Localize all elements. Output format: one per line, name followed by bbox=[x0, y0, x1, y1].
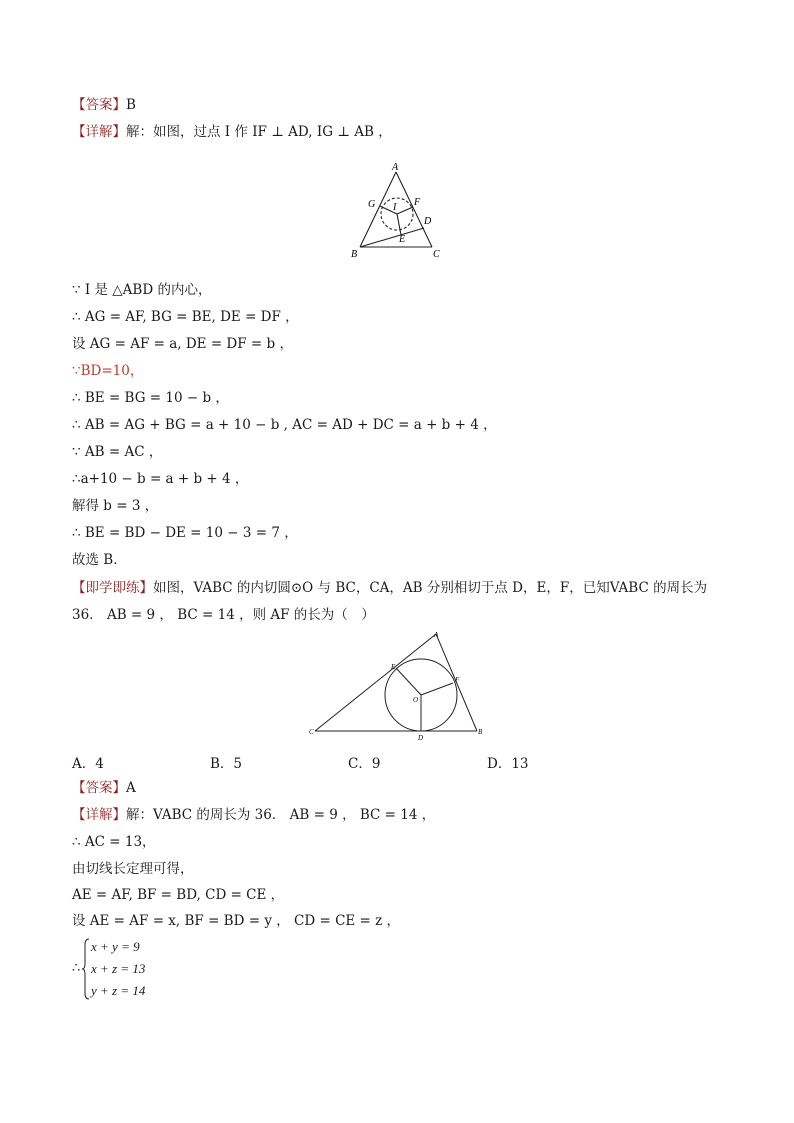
step-1-6: ∴ AB = AG + BG = a + 10 − b , AC = AD + DC = a + b + 4 ， bbox=[72, 417, 497, 433]
option-b: B．5 bbox=[210, 756, 243, 772]
figure-triangle-abc-incircle bbox=[340, 158, 450, 262]
label-a: A bbox=[392, 162, 399, 173]
equation-1: x + y = 9 bbox=[91, 939, 140, 954]
figure-triangle-incircle-o bbox=[305, 628, 495, 746]
detail-line-1 bbox=[72, 123, 392, 141]
segment-ca bbox=[315, 634, 436, 731]
radius-of bbox=[421, 683, 453, 695]
step-1-3: 设 AG = AF = a, DE = DF = b ， bbox=[72, 336, 293, 352]
equation-2: x + z = 13 bbox=[91, 961, 146, 976]
step-1-8: ∴a+10 − b = a + b + 4 ， bbox=[72, 471, 249, 487]
label-d: D bbox=[418, 734, 424, 742]
detail-text: 解：VABC 的周长为 36． AB = 9 ， BC = 14 ， bbox=[126, 807, 436, 823]
radius-oe bbox=[396, 668, 421, 695]
label-c: C bbox=[433, 249, 440, 260]
segment-bd bbox=[360, 228, 424, 247]
label-g: G bbox=[368, 199, 376, 210]
segment-if bbox=[397, 207, 413, 214]
label-i: I bbox=[393, 202, 397, 213]
step-1-4: ∵BD=10， bbox=[72, 363, 144, 379]
step-1-11: 故选 B． bbox=[72, 552, 127, 568]
segment-ab bbox=[360, 172, 396, 247]
answer-line-2 bbox=[72, 779, 136, 797]
step-2-3: AE = AF, BF = BD, CD = CE ， bbox=[72, 887, 285, 903]
segment-ie bbox=[397, 214, 401, 235]
detail-line-2 bbox=[72, 806, 435, 824]
step-1-2: ∴ AG = AF, BG = BE, DE = DF ， bbox=[72, 309, 299, 325]
detail-text: 解：如图，过点 I 作 IF ⊥ AD, IG ⊥ AB ， bbox=[126, 124, 392, 140]
option-c: C．9 bbox=[348, 756, 381, 772]
answer-bracket: 【答案】 bbox=[72, 97, 126, 113]
label-b: B bbox=[478, 728, 483, 736]
left-brace bbox=[81, 937, 91, 1001]
practice-bracket: 【即学即练】 bbox=[72, 580, 153, 596]
option-d: D．13 bbox=[487, 756, 529, 772]
label-b: B bbox=[351, 249, 358, 260]
label-f: F bbox=[455, 676, 460, 684]
detail-bracket: 【详解】 bbox=[72, 807, 126, 823]
answer-line-1 bbox=[72, 96, 136, 114]
step-1-5: ∴ BE = BG = 10 − b ， bbox=[72, 390, 229, 406]
step-2-1: ∴ AC = 13， bbox=[72, 834, 156, 850]
practice-line-2: 36． AB = 9 ， BC = 14 ，则 AF 的长为（ ） bbox=[72, 607, 375, 623]
step-1-1: ∵ I 是 △ABD 的内心， bbox=[72, 282, 212, 298]
therefore-symbol: ∴ bbox=[72, 961, 81, 976]
label-a: A bbox=[434, 631, 439, 639]
practice-text-1: 如图，VABC 的内切圆⊙O 与 BC，CA，AB 分别相切于点 D，E，F，已知VABC 的周长为 bbox=[153, 580, 708, 596]
step-1-9: 解得 b = 3 ， bbox=[72, 498, 159, 514]
label-e: E bbox=[399, 234, 406, 245]
step-2-4: 设 AE = AF = x, BF = BD = y ， CD = CE = z ， bbox=[72, 913, 401, 929]
equation-system bbox=[72, 937, 192, 1001]
detail-bracket: 【详解】 bbox=[72, 124, 126, 140]
label-d: D bbox=[424, 216, 432, 227]
answer-bracket: 【答案】 bbox=[72, 780, 126, 796]
label-c: C bbox=[309, 728, 314, 736]
label-e: E bbox=[391, 663, 396, 671]
step-1-7: ∵ AB = AC ， bbox=[72, 444, 163, 460]
option-a: A．4 bbox=[72, 756, 104, 772]
equation-3: y + z = 14 bbox=[91, 983, 146, 998]
label-o: O bbox=[413, 696, 419, 704]
label-f: F bbox=[414, 197, 421, 208]
step-1-10: ∴ BE = BD − DE = 10 − 3 = 7 ， bbox=[72, 525, 298, 541]
practice-line-1 bbox=[72, 579, 707, 597]
answer-value: B bbox=[126, 97, 136, 113]
answer-value: A bbox=[126, 780, 136, 796]
step-2-2: 由切线长定理可得， bbox=[72, 861, 194, 877]
